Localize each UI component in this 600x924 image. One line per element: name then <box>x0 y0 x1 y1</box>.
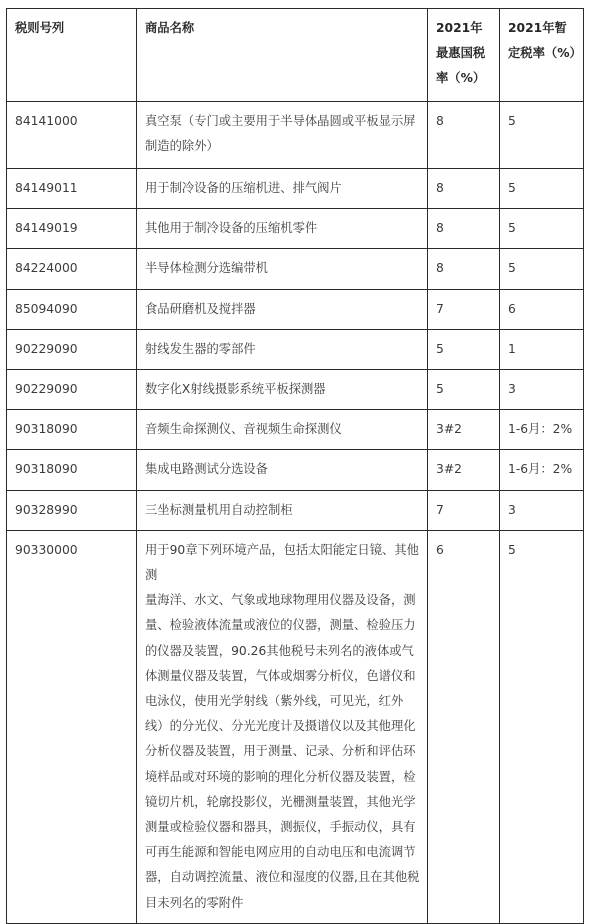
cell-tariff-code: 85094090 <box>7 289 137 329</box>
table-row <box>7 370 584 410</box>
table-row <box>7 289 584 329</box>
cell-interim-rate: 1-6月：2% <box>500 450 584 490</box>
table-row <box>7 410 584 450</box>
table-row <box>7 209 584 249</box>
tariff-rates-table <box>6 8 584 924</box>
cell-interim-rate: 3 <box>500 490 584 530</box>
table-row <box>7 530 584 923</box>
cell-tariff-code: 90229090 <box>7 329 137 369</box>
column-header-product-name: 商品名称 <box>137 9 428 102</box>
cell-product-name: 用于制冷设备的压缩机进、排气阀片 <box>137 169 428 209</box>
cell-interim-rate: 1 <box>500 329 584 369</box>
cell-interim-rate: 5 <box>500 249 584 289</box>
cell-mfn-rate: 5 <box>428 329 500 369</box>
product-description-paragraph-1: 用于90章下列环境产品，包括太阳能定日镜、其他测 <box>145 542 419 583</box>
cell-mfn-rate: 7 <box>428 289 500 329</box>
cell-tariff-code: 90328990 <box>7 490 137 530</box>
cell-tariff-code: 84224000 <box>7 249 137 289</box>
cell-product-name: 音频生命探测仪、音视频生命探测仪 <box>137 410 428 450</box>
cell-mfn-rate: 3#2 <box>428 410 500 450</box>
cell-interim-rate: 3 <box>500 370 584 410</box>
cell-tariff-code: 84149011 <box>7 169 137 209</box>
table-body <box>7 102 584 924</box>
column-header-interim-rate: 2021年暂定税率（%） <box>500 9 584 102</box>
cell-tariff-code: 90330000 <box>7 530 137 923</box>
cell-product-name: 集成电路测试分选设备 <box>137 450 428 490</box>
cell-product-name: 数字化X射线摄影系统平板探测器 <box>137 370 428 410</box>
table-row <box>7 329 584 369</box>
table-header <box>7 9 584 102</box>
cell-product-name: 射线发生器的零部件 <box>137 329 428 369</box>
cell-mfn-rate: 7 <box>428 490 500 530</box>
cell-interim-rate: 5 <box>500 209 584 249</box>
cell-tariff-code: 90229090 <box>7 370 137 410</box>
table-row <box>7 102 584 169</box>
cell-tariff-code: 90318090 <box>7 410 137 450</box>
cell-mfn-rate: 8 <box>428 209 500 249</box>
column-header-mfn-rate: 2021年最惠国税率（%） <box>428 9 500 102</box>
cell-mfn-rate: 6 <box>428 530 500 923</box>
cell-mfn-rate: 8 <box>428 102 500 169</box>
product-description-paragraph-2: 量海洋、水文、气象或地球物理用仪器及设备，测量、检验液体流量或液位的仪器，测量、检验压力的仪器及装置，90.26其他税号未列名的液体或气体测量仪器及装置，气体或烟雾分析仪，色谱仪和电泳仪，使用光学射线（紫外线，可见光，红外线）的分光仪、分光光度计及摄谱仪以及其他理化分析仪器及装置，用于测量、记录、分析和评估环境样品或对环境的影响的理化分析仪器及装置，检镜切片机，轮廓投影仪，光栅测量装置，其他光学测量或检验仪器和器具，测振仪，手振动仪，具有可再生能源和智能电网应用的自动电压和电流调节器，自动调控流量、液位和湿度的仪器,且在其他税目未列名的零附件 <box>145 593 420 910</box>
cell-mfn-rate: 8 <box>428 249 500 289</box>
cell-tariff-code: 84149019 <box>7 209 137 249</box>
cell-interim-rate: 5 <box>500 169 584 209</box>
table-row <box>7 249 584 289</box>
cell-mfn-rate: 3#2 <box>428 450 500 490</box>
cell-product-name: 半导体检测分选编带机 <box>137 249 428 289</box>
table-header-row <box>7 9 584 102</box>
cell-product-name: 三坐标测量机用自动控制柜 <box>137 490 428 530</box>
cell-product-name: 其他用于制冷设备的压缩机零件 <box>137 209 428 249</box>
cell-interim-rate: 1-6月：2% <box>500 410 584 450</box>
column-header-tariff-code: 税则号列 <box>7 9 137 102</box>
cell-interim-rate: 5 <box>500 530 584 923</box>
cell-interim-rate: 5 <box>500 102 584 169</box>
cell-product-name: 食品研磨机及搅拌器 <box>137 289 428 329</box>
cell-tariff-code: 84141000 <box>7 102 137 169</box>
table-row <box>7 169 584 209</box>
cell-interim-rate: 6 <box>500 289 584 329</box>
cell-mfn-rate: 5 <box>428 370 500 410</box>
table-row <box>7 490 584 530</box>
cell-product-name <box>137 530 428 923</box>
cell-product-name: 真空泵（专门或主要用于半导体晶圆或平板显示屏制造的除外） <box>137 102 428 169</box>
cell-tariff-code: 90318090 <box>7 450 137 490</box>
table-row <box>7 450 584 490</box>
cell-mfn-rate: 8 <box>428 169 500 209</box>
